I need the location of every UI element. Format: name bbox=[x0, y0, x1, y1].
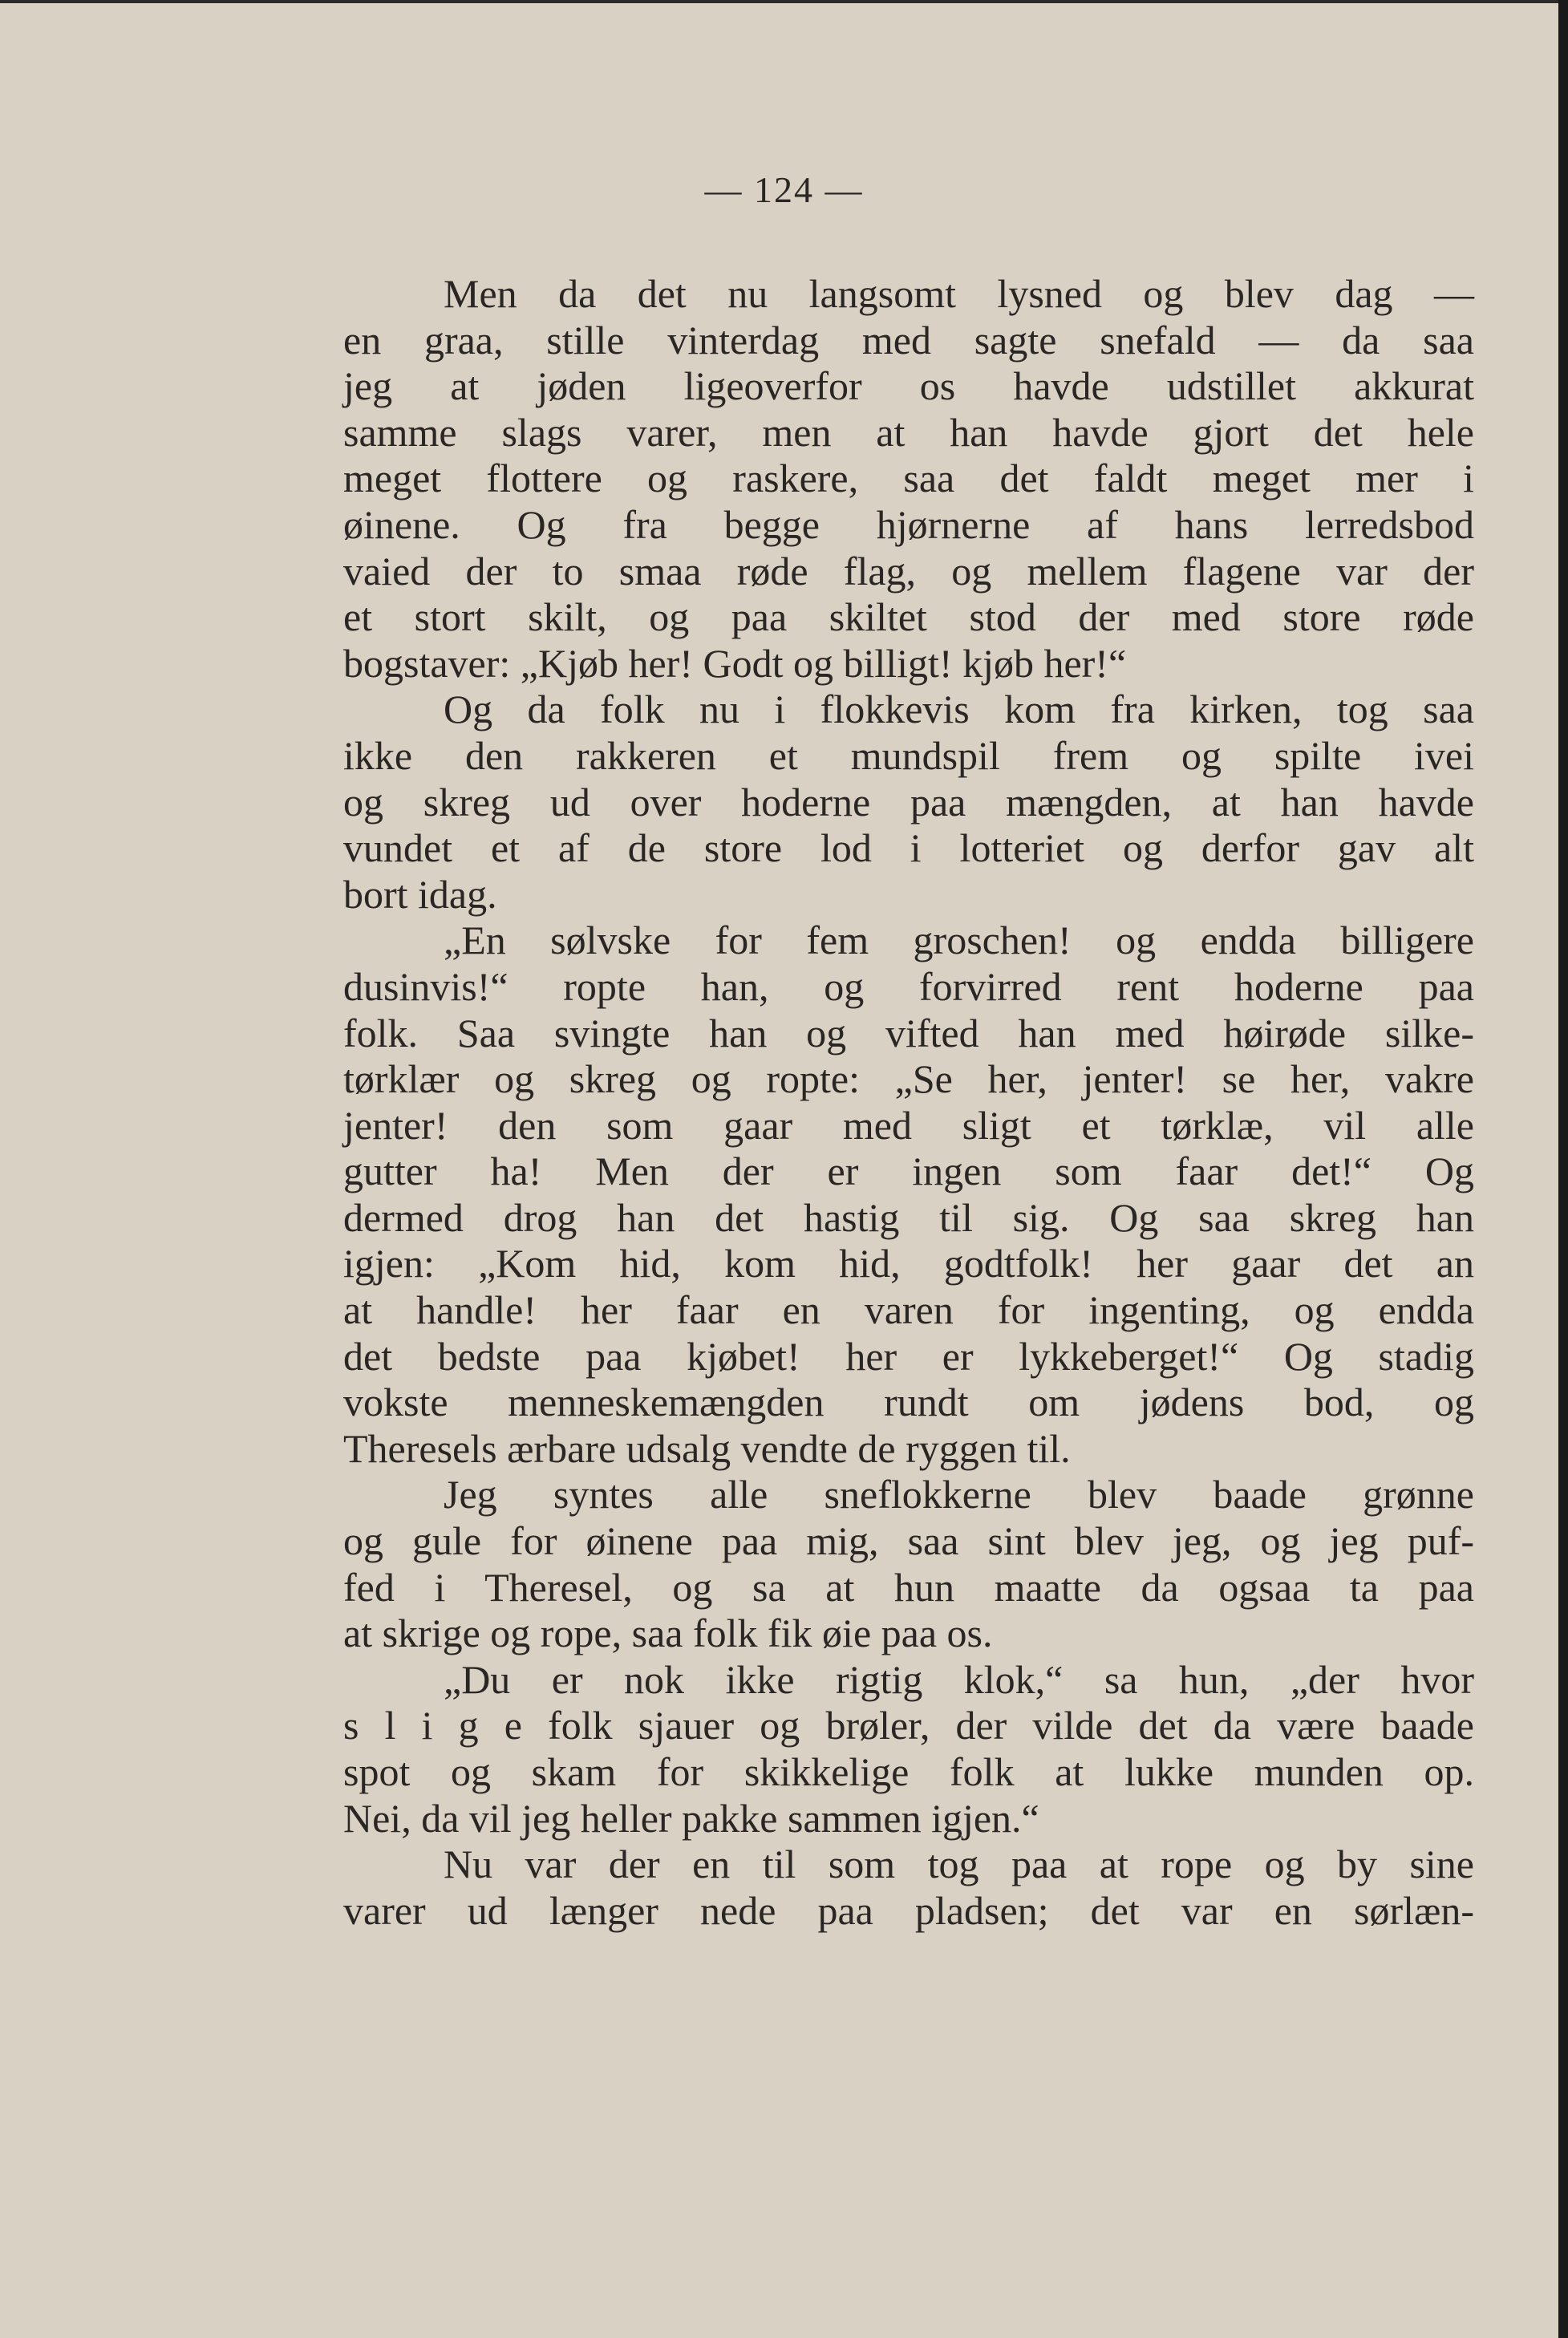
text-line: meget flottere og raskere, saa det faldt meget mer i bbox=[343, 456, 1474, 501]
text-line: en graa, stille vinterdag med sagte snefald — da saa bbox=[343, 317, 1474, 363]
body-text bbox=[343, 271, 1474, 1934]
text-line: Nu var der en til som tog paa at rope og by sine bbox=[444, 1842, 1474, 1887]
text-line: samme slags varer, men at han havde gjort det hele bbox=[343, 409, 1474, 455]
text-line: jeg at jøden ligeoverfor os havde udstillet akkurat bbox=[343, 363, 1474, 409]
page-number: — 124 — bbox=[704, 169, 864, 210]
text-line: spot og skam for skikkelige folk at lukke munden op. bbox=[343, 1749, 1474, 1794]
text-line: Jeg syntes alle sneflokkerne blev baade grønne bbox=[444, 1472, 1474, 1517]
text-line: at handle! her faar en varen for ingenting, og endda bbox=[343, 1287, 1474, 1333]
text-line: et stort skilt, og paa skiltet stod der med store røde bbox=[343, 594, 1474, 640]
text-line: det bedste paa kjøbet! her er lykkeberget!“ Og stadig bbox=[343, 1333, 1474, 1379]
page-right-edge bbox=[1558, 0, 1568, 2338]
text-line: og gule for øinene paa mig, saa sint blev jeg, og jeg puf- bbox=[343, 1518, 1474, 1564]
text-line: jenter! den som gaar med sligt et tørklæ, vil alle bbox=[343, 1102, 1474, 1148]
text-line: s l i g e folk sjauer og brøler, der vilde det da være baade bbox=[343, 1703, 1474, 1748]
text-line: vaied der to smaa røde flag, og mellem flagene var der bbox=[343, 548, 1474, 594]
text-line: igjen: „Kom hid, kom hid, godtfolk! her gaar det an bbox=[343, 1241, 1474, 1287]
text-line: fed i Theresel, og sa at hun maatte da ogsaa ta paa bbox=[343, 1564, 1474, 1610]
text-line: „Du er nok ikke rigtig klok,“ sa hun, „der hvor bbox=[444, 1656, 1474, 1702]
text-line: øinene. Og fra begge hjørnerne af hans lerredsbod bbox=[343, 501, 1474, 547]
text-line: dermed drog han det hastig til sig. Og saa skreg han bbox=[343, 1194, 1474, 1240]
text-line: folk. Saa svingte han og vifted han med høirøde silke- bbox=[343, 1010, 1474, 1056]
text-line: Nei, da vil jeg heller pakke sammen igjen.“ bbox=[343, 1795, 1039, 1841]
text-line: at skrige og rope, saa folk fik øie paa os. bbox=[343, 1611, 993, 1656]
text-line: „En sølvske for fem groschen! og endda billigere bbox=[444, 918, 1474, 963]
text-line: dusinvis!“ ropte han, og forvirred rent hoderne paa bbox=[343, 963, 1474, 1009]
text-line: vokste menneskemængden rundt om jødens bod, og bbox=[343, 1380, 1474, 1425]
text-line: varer ud længer nede paa pladsen; det var en sørlæn- bbox=[343, 1887, 1474, 1933]
text-line: Og da folk nu i flokkevis kom fra kirken, tog saa bbox=[444, 687, 1474, 732]
text-line: ikke den rakkeren et mundspil frem og spilte ivei bbox=[343, 732, 1474, 778]
text-line: vundet et af de store lod i lotteriet og derfor gav alt bbox=[343, 825, 1474, 871]
text-line: gutter ha! Men der er ingen som faar det!“ Og bbox=[343, 1149, 1474, 1194]
page-top-border bbox=[0, 0, 1568, 3]
text-line: bogstaver: „Kjøb her! Godt og billigt! kjøb her!“ bbox=[343, 640, 1127, 686]
text-line: bort idag. bbox=[343, 871, 497, 917]
text-line: Men da det nu langsomt lysned og blev dag — bbox=[444, 271, 1474, 316]
text-line: og skreg ud over hoderne paa mængden, at han havde bbox=[343, 779, 1474, 825]
text-line: Theresels ærbare udsalg vendte de ryggen til. bbox=[343, 1425, 1071, 1471]
text-line: tørklær og skreg og ropte: „Se her, jenter! se her, vakre bbox=[343, 1056, 1474, 1102]
